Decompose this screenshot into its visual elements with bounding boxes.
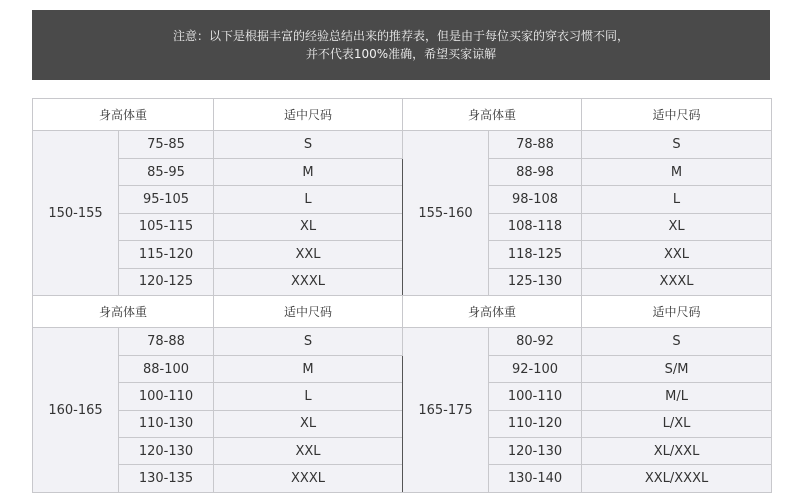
weight-range-cell: 120-125	[119, 268, 214, 295]
size-cell: M/L	[582, 383, 772, 410]
table-header-row	[33, 295, 772, 327]
header-height-weight: 身高体重	[403, 295, 582, 327]
height-range-cell: 155-160	[403, 131, 489, 295]
size-cell: XXXL	[214, 268, 403, 295]
table-row	[33, 213, 772, 240]
weight-range-cell: 80-92	[489, 328, 582, 355]
height-range-cell: 160-165	[33, 328, 119, 493]
size-chart-table	[32, 98, 772, 493]
size-cell: S/M	[582, 355, 772, 382]
weight-range-cell: 88-100	[119, 355, 214, 382]
weight-range-cell: 95-105	[119, 186, 214, 213]
weight-range-cell: 98-108	[489, 186, 582, 213]
weight-range-cell: 100-110	[489, 383, 582, 410]
weight-range-cell: 92-100	[489, 355, 582, 382]
weight-range-cell: 78-88	[489, 131, 582, 158]
size-cell: S	[582, 131, 772, 158]
header-size: 适中尺码	[214, 295, 403, 327]
size-cell: XXL	[582, 241, 772, 268]
size-cell: XL	[582, 213, 772, 240]
header-size: 适中尺码	[214, 99, 403, 131]
size-cell: S	[214, 328, 403, 355]
weight-range-cell: 88-98	[489, 158, 582, 185]
height-range-cell: 150-155	[33, 131, 119, 295]
weight-range-cell: 105-115	[119, 213, 214, 240]
table-row	[33, 410, 772, 437]
weight-range-cell: 78-88	[119, 328, 214, 355]
weight-range-cell: 120-130	[489, 438, 582, 465]
size-cell: XL	[214, 213, 403, 240]
weight-range-cell: 100-110	[119, 383, 214, 410]
size-cell: L/XL	[582, 410, 772, 437]
table-row	[33, 328, 772, 355]
weight-range-cell: 120-130	[119, 438, 214, 465]
size-cell: XL	[214, 410, 403, 437]
table-row	[33, 268, 772, 295]
height-range-cell: 165-175	[403, 328, 489, 493]
header-height-weight: 身高体重	[33, 295, 214, 327]
size-cell: S	[214, 131, 403, 158]
size-cell: XXL/XXXL	[582, 465, 772, 493]
weight-range-cell: 125-130	[489, 268, 582, 295]
weight-range-cell: 75-85	[119, 131, 214, 158]
table-row	[33, 158, 772, 185]
weight-range-cell: 110-130	[119, 410, 214, 437]
table-row	[33, 383, 772, 410]
weight-range-cell: 110-120	[489, 410, 582, 437]
size-cell: S	[582, 328, 772, 355]
table-row	[33, 241, 772, 268]
size-cell: L	[214, 383, 403, 410]
weight-range-cell: 115-120	[119, 241, 214, 268]
notice-line-1: 注意：以下是根据丰富的经验总结出来的推荐表，但是由于每位买家的穿衣习惯不同，	[172, 29, 629, 43]
weight-range-cell: 85-95	[119, 158, 214, 185]
size-cell: XXXL	[214, 465, 403, 493]
size-cell: XXL	[214, 438, 403, 465]
size-cell: M	[582, 158, 772, 185]
notice-line-2: 并不代表100%准确，希望买家谅解	[305, 47, 497, 61]
size-cell: XXL	[214, 241, 403, 268]
table-header-row	[33, 99, 772, 131]
weight-range-cell: 118-125	[489, 241, 582, 268]
size-cell: M	[214, 158, 403, 185]
table-row	[33, 186, 772, 213]
table-row	[33, 438, 772, 465]
header-height-weight: 身高体重	[33, 99, 214, 131]
size-cell: L	[582, 186, 772, 213]
header-size: 适中尺码	[582, 295, 772, 327]
size-cell: M	[214, 355, 403, 382]
size-cell: XXXL	[582, 268, 772, 295]
header-height-weight: 身高体重	[403, 99, 582, 131]
weight-range-cell: 108-118	[489, 213, 582, 240]
weight-range-cell: 130-135	[119, 465, 214, 493]
size-cell: XL/XXL	[582, 438, 772, 465]
header-size: 适中尺码	[582, 99, 772, 131]
table-row	[33, 465, 772, 493]
table-row	[33, 131, 772, 158]
table-row	[33, 355, 772, 382]
notice-banner	[32, 10, 770, 80]
size-cell: L	[214, 186, 403, 213]
weight-range-cell: 130-140	[489, 465, 582, 493]
